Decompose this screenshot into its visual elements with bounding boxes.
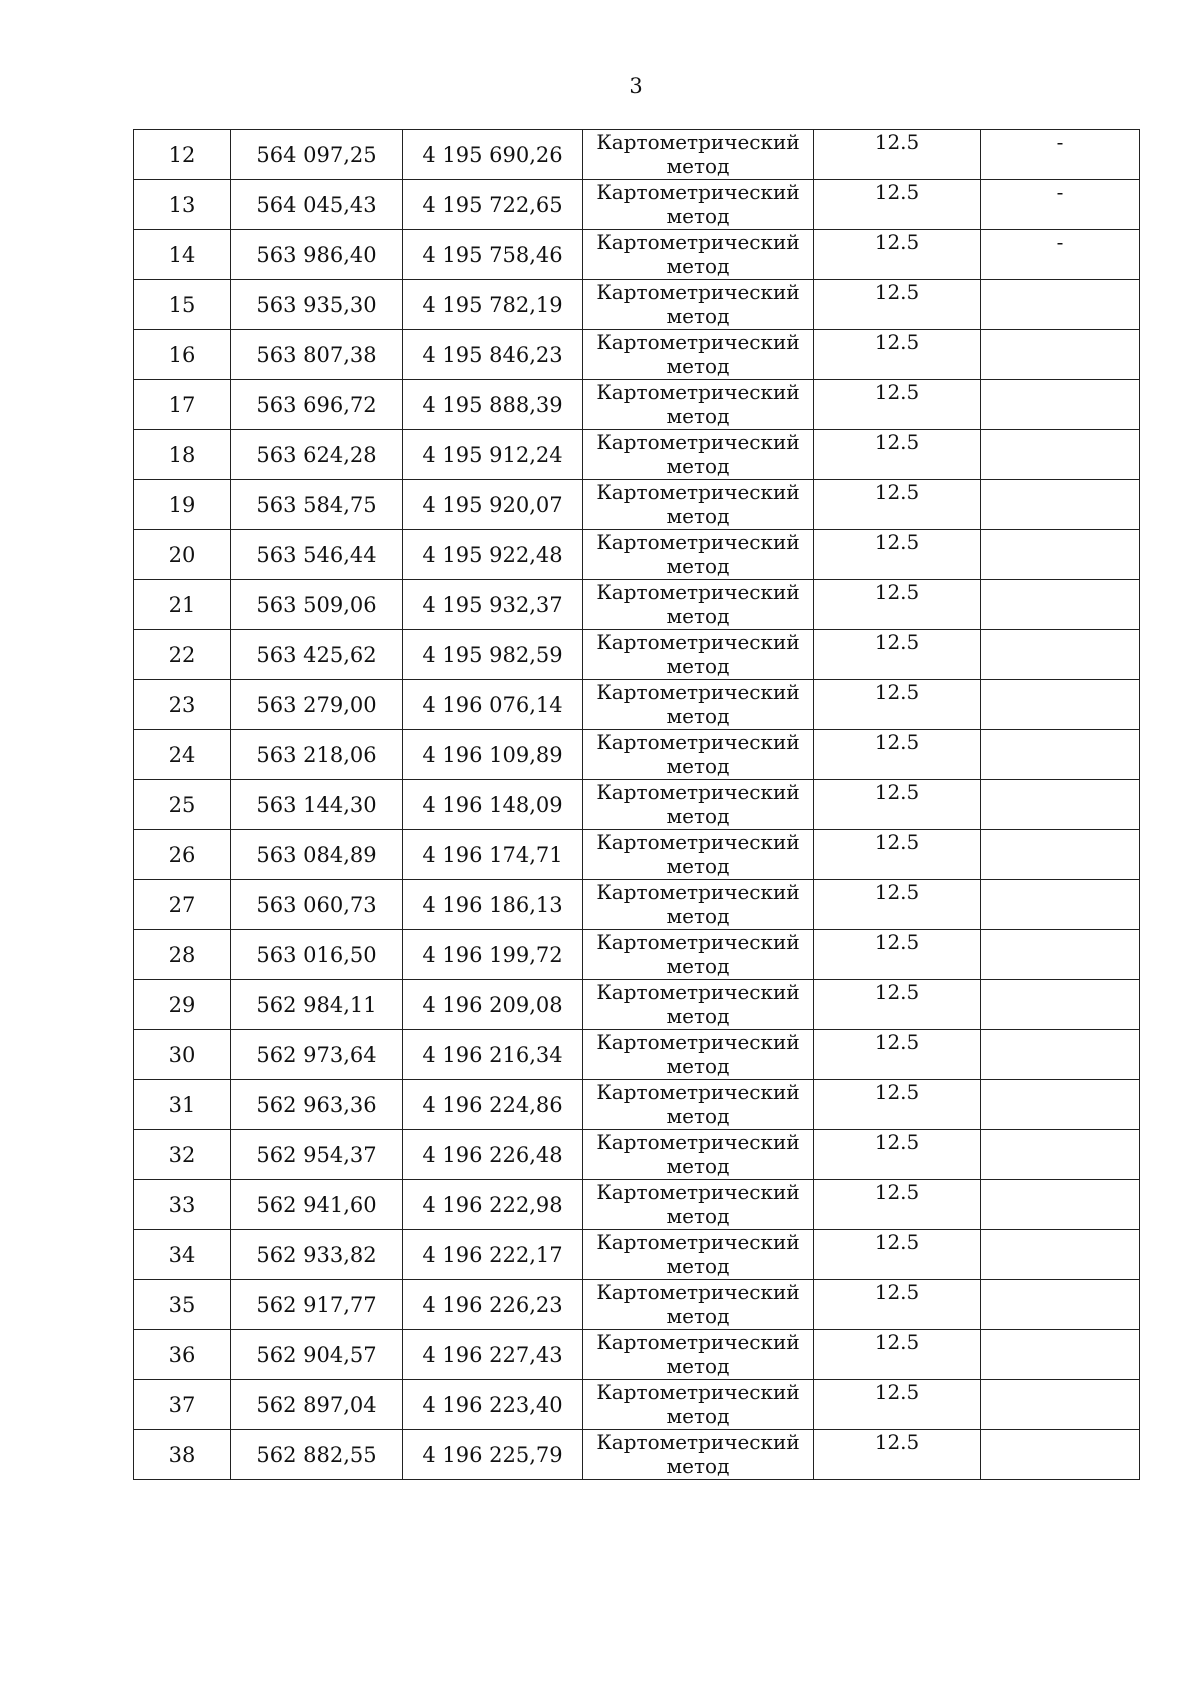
method-cell: [583, 680, 814, 730]
method-line-1: Картометрический: [596, 630, 800, 654]
note-cell: [981, 480, 1140, 530]
method-line-2: метод: [666, 704, 730, 728]
accuracy-cell: 12.5: [814, 1280, 981, 1330]
method-line-2: метод: [666, 1154, 730, 1178]
x-coordinate-cell: 563 425,62: [231, 630, 403, 680]
accuracy-cell: 12.5: [814, 130, 981, 180]
x-coordinate-cell: 563 546,44: [231, 530, 403, 580]
note-cell: [981, 1280, 1140, 1330]
x-coordinate-cell: 562 897,04: [231, 1380, 403, 1430]
point-number-cell: 27: [134, 880, 231, 930]
method-cell: [583, 730, 814, 780]
table-row: [134, 1230, 1140, 1280]
y-coordinate-cell: 4 196 227,43: [403, 1330, 583, 1380]
method-cell: [583, 480, 814, 530]
y-coordinate-cell: 4 196 174,71: [403, 830, 583, 880]
x-coordinate-cell: 564 045,43: [231, 180, 403, 230]
method-line-2: метод: [666, 654, 730, 678]
note-cell: [981, 530, 1140, 580]
point-number-cell: 21: [134, 580, 231, 630]
note-cell: [981, 330, 1140, 380]
method-line-2: метод: [666, 1054, 730, 1078]
x-coordinate-cell: 563 509,06: [231, 580, 403, 630]
table-row: [134, 430, 1140, 480]
method-cell: [583, 1180, 814, 1230]
table-row: [134, 1080, 1140, 1130]
method-cell: [583, 130, 814, 180]
method-line-2: метод: [666, 154, 730, 178]
y-coordinate-cell: 4 196 186,13: [403, 880, 583, 930]
accuracy-cell: 12.5: [814, 730, 981, 780]
method-line-1: Картометрический: [596, 1130, 800, 1154]
x-coordinate-cell: 563 935,30: [231, 280, 403, 330]
y-coordinate-cell: 4 196 225,79: [403, 1430, 583, 1480]
y-coordinate-cell: 4 196 076,14: [403, 680, 583, 730]
accuracy-cell: 12.5: [814, 330, 981, 380]
table-row: [134, 1380, 1140, 1430]
method-line-2: метод: [666, 754, 730, 778]
y-coordinate-cell: 4 196 148,09: [403, 780, 583, 830]
note-cell: [981, 680, 1140, 730]
method-line-2: метод: [666, 954, 730, 978]
y-coordinate-cell: 4 196 223,40: [403, 1380, 583, 1430]
method-cell: [583, 980, 814, 1030]
accuracy-cell: 12.5: [814, 1080, 981, 1130]
method-cell: [583, 580, 814, 630]
method-line-1: Картометрический: [596, 730, 800, 754]
x-coordinate-cell: 563 016,50: [231, 930, 403, 980]
method-line-1: Картометрический: [596, 130, 800, 154]
method-cell: [583, 1430, 814, 1480]
method-line-1: Картометрический: [596, 1180, 800, 1204]
table-row: [134, 780, 1140, 830]
method-line-2: метод: [666, 1254, 730, 1278]
method-line-2: метод: [666, 804, 730, 828]
method-line-2: метод: [666, 1304, 730, 1328]
accuracy-cell: 12.5: [814, 1330, 981, 1380]
y-coordinate-cell: 4 195 920,07: [403, 480, 583, 530]
method-line-1: Картометрический: [596, 1080, 800, 1104]
note-cell: -: [981, 230, 1140, 280]
table-row: [134, 380, 1140, 430]
method-cell: [583, 180, 814, 230]
method-cell: [583, 280, 814, 330]
note-cell: [981, 730, 1140, 780]
page-number: 3: [629, 74, 643, 98]
point-number-cell: 18: [134, 430, 231, 480]
method-line-2: метод: [666, 254, 730, 278]
point-number-cell: 19: [134, 480, 231, 530]
y-coordinate-cell: 4 196 109,89: [403, 730, 583, 780]
method-cell: [583, 1130, 814, 1180]
table-row: [134, 930, 1140, 980]
table-row: [134, 230, 1140, 280]
accuracy-cell: 12.5: [814, 480, 981, 530]
table-row: [134, 580, 1140, 630]
accuracy-cell: 12.5: [814, 280, 981, 330]
method-cell: [583, 330, 814, 380]
point-number-cell: 16: [134, 330, 231, 380]
table-row: [134, 830, 1140, 880]
method-line-1: Картометрический: [596, 380, 800, 404]
x-coordinate-cell: 563 279,00: [231, 680, 403, 730]
y-coordinate-cell: 4 195 982,59: [403, 630, 583, 680]
note-cell: [981, 980, 1140, 1030]
y-coordinate-cell: 4 195 888,39: [403, 380, 583, 430]
note-cell: [981, 580, 1140, 630]
table-row: [134, 980, 1140, 1030]
y-coordinate-cell: 4 195 912,24: [403, 430, 583, 480]
note-cell: [981, 1130, 1140, 1180]
x-coordinate-cell: 562 933,82: [231, 1230, 403, 1280]
x-coordinate-cell: 562 954,37: [231, 1130, 403, 1180]
accuracy-cell: 12.5: [814, 630, 981, 680]
y-coordinate-cell: 4 196 222,98: [403, 1180, 583, 1230]
accuracy-cell: 12.5: [814, 1230, 981, 1280]
point-number-cell: 34: [134, 1230, 231, 1280]
method-line-1: Картометрический: [596, 880, 800, 904]
y-coordinate-cell: 4 195 758,46: [403, 230, 583, 280]
note-cell: [981, 380, 1140, 430]
x-coordinate-cell: 562 904,57: [231, 1330, 403, 1380]
method-line-2: метод: [666, 854, 730, 878]
x-coordinate-cell: 563 986,40: [231, 230, 403, 280]
table-row: [134, 1130, 1140, 1180]
accuracy-cell: 12.5: [814, 530, 981, 580]
method-line-2: метод: [666, 1004, 730, 1028]
note-cell: [981, 1080, 1140, 1130]
method-line-2: метод: [666, 904, 730, 928]
table-row: [134, 730, 1140, 780]
method-line-2: метод: [666, 354, 730, 378]
point-number-cell: 31: [134, 1080, 231, 1130]
point-number-cell: 15: [134, 280, 231, 330]
method-line-1: Картометрический: [596, 1280, 800, 1304]
method-line-1: Картометрический: [596, 1430, 800, 1454]
method-cell: [583, 880, 814, 930]
method-cell: [583, 1230, 814, 1280]
method-line-1: Картометрический: [596, 1030, 800, 1054]
accuracy-cell: 12.5: [814, 580, 981, 630]
x-coordinate-cell: 563 624,28: [231, 430, 403, 480]
x-coordinate-cell: 563 084,89: [231, 830, 403, 880]
method-line-1: Картометрический: [596, 530, 800, 554]
y-coordinate-cell: 4 196 222,17: [403, 1230, 583, 1280]
note-cell: [981, 430, 1140, 480]
method-line-2: метод: [666, 604, 730, 628]
note-cell: [981, 930, 1140, 980]
y-coordinate-cell: 4 196 209,08: [403, 980, 583, 1030]
note-cell: [981, 830, 1140, 880]
table-row: [134, 130, 1140, 180]
x-coordinate-cell: 562 984,11: [231, 980, 403, 1030]
y-coordinate-cell: 4 195 932,37: [403, 580, 583, 630]
method-line-1: Картометрический: [596, 1330, 800, 1354]
y-coordinate-cell: 4 196 226,48: [403, 1130, 583, 1180]
table-row: [134, 680, 1140, 730]
note-cell: [981, 280, 1140, 330]
method-line-2: метод: [666, 1454, 730, 1478]
method-line-2: метод: [666, 1354, 730, 1378]
point-number-cell: 29: [134, 980, 231, 1030]
x-coordinate-cell: 563 218,06: [231, 730, 403, 780]
method-line-1: Картометрический: [596, 180, 800, 204]
method-cell: [583, 630, 814, 680]
point-number-cell: 22: [134, 630, 231, 680]
x-coordinate-cell: 562 963,36: [231, 1080, 403, 1130]
coordinates-table-body: [134, 130, 1140, 1480]
accuracy-cell: 12.5: [814, 1030, 981, 1080]
table-row: [134, 1430, 1140, 1480]
note-cell: [981, 1330, 1140, 1380]
x-coordinate-cell: 563 060,73: [231, 880, 403, 930]
method-cell: [583, 780, 814, 830]
method-line-2: метод: [666, 1204, 730, 1228]
method-line-2: метод: [666, 504, 730, 528]
accuracy-cell: 12.5: [814, 430, 981, 480]
note-cell: [981, 1380, 1140, 1430]
y-coordinate-cell: 4 196 224,86: [403, 1080, 583, 1130]
accuracy-cell: 12.5: [814, 930, 981, 980]
x-coordinate-cell: 562 941,60: [231, 1180, 403, 1230]
point-number-cell: 17: [134, 380, 231, 430]
y-coordinate-cell: 4 195 690,26: [403, 130, 583, 180]
point-number-cell: 37: [134, 1380, 231, 1430]
method-line-2: метод: [666, 204, 730, 228]
accuracy-cell: 12.5: [814, 980, 981, 1030]
y-coordinate-cell: 4 196 199,72: [403, 930, 583, 980]
method-line-1: Картометрический: [596, 430, 800, 454]
x-coordinate-cell: 563 144,30: [231, 780, 403, 830]
table-row: [134, 880, 1140, 930]
method-cell: [583, 1030, 814, 1080]
method-line-1: Картометрический: [596, 930, 800, 954]
table-row: [134, 330, 1140, 380]
point-number-cell: 28: [134, 930, 231, 980]
point-number-cell: 33: [134, 1180, 231, 1230]
method-line-1: Картометрический: [596, 780, 800, 804]
table-row: [134, 1330, 1140, 1380]
x-coordinate-cell: 563 584,75: [231, 480, 403, 530]
y-coordinate-cell: 4 196 216,34: [403, 1030, 583, 1080]
method-line-1: Картометрический: [596, 480, 800, 504]
method-line-2: метод: [666, 304, 730, 328]
method-cell: [583, 1280, 814, 1330]
y-coordinate-cell: 4 195 782,19: [403, 280, 583, 330]
method-line-1: Картометрический: [596, 1230, 800, 1254]
note-cell: -: [981, 130, 1140, 180]
accuracy-cell: 12.5: [814, 1380, 981, 1430]
point-number-cell: 14: [134, 230, 231, 280]
method-line-2: метод: [666, 404, 730, 428]
accuracy-cell: 12.5: [814, 1130, 981, 1180]
point-number-cell: 13: [134, 180, 231, 230]
x-coordinate-cell: 564 097,25: [231, 130, 403, 180]
note-cell: [981, 1180, 1140, 1230]
note-cell: [981, 1030, 1140, 1080]
note-cell: [981, 1230, 1140, 1280]
method-line-1: Картометрический: [596, 830, 800, 854]
accuracy-cell: 12.5: [814, 680, 981, 730]
x-coordinate-cell: 562 882,55: [231, 1430, 403, 1480]
method-line-1: Картометрический: [596, 980, 800, 1004]
method-cell: [583, 380, 814, 430]
point-number-cell: 23: [134, 680, 231, 730]
y-coordinate-cell: 4 195 922,48: [403, 530, 583, 580]
method-line-2: метод: [666, 554, 730, 578]
coordinates-table: [133, 129, 1140, 1480]
method-cell: [583, 530, 814, 580]
method-cell: [583, 1380, 814, 1430]
note-cell: [981, 780, 1140, 830]
point-number-cell: 38: [134, 1430, 231, 1480]
table-row: [134, 1030, 1140, 1080]
point-number-cell: 32: [134, 1130, 231, 1180]
method-cell: [583, 1080, 814, 1130]
method-cell: [583, 930, 814, 980]
table-row: [134, 1180, 1140, 1230]
point-number-cell: 30: [134, 1030, 231, 1080]
method-line-2: метод: [666, 454, 730, 478]
point-number-cell: 25: [134, 780, 231, 830]
note-cell: [981, 1430, 1140, 1480]
table-row: [134, 180, 1140, 230]
note-cell: [981, 630, 1140, 680]
accuracy-cell: 12.5: [814, 780, 981, 830]
accuracy-cell: 12.5: [814, 230, 981, 280]
accuracy-cell: 12.5: [814, 380, 981, 430]
accuracy-cell: 12.5: [814, 880, 981, 930]
method-line-1: Картометрический: [596, 680, 800, 704]
table-row: [134, 280, 1140, 330]
method-cell: [583, 830, 814, 880]
point-number-cell: 26: [134, 830, 231, 880]
point-number-cell: 20: [134, 530, 231, 580]
table-row: [134, 1280, 1140, 1330]
table-row: [134, 630, 1140, 680]
x-coordinate-cell: 562 973,64: [231, 1030, 403, 1080]
x-coordinate-cell: 563 696,72: [231, 380, 403, 430]
point-number-cell: 36: [134, 1330, 231, 1380]
method-line-1: Картометрический: [596, 280, 800, 304]
note-cell: -: [981, 180, 1140, 230]
accuracy-cell: 12.5: [814, 830, 981, 880]
y-coordinate-cell: 4 195 722,65: [403, 180, 583, 230]
method-line-1: Картометрический: [596, 330, 800, 354]
point-number-cell: 12: [134, 130, 231, 180]
point-number-cell: 35: [134, 1280, 231, 1330]
method-line-1: Картометрический: [596, 1380, 800, 1404]
y-coordinate-cell: 4 195 846,23: [403, 330, 583, 380]
accuracy-cell: 12.5: [814, 180, 981, 230]
accuracy-cell: 12.5: [814, 1430, 981, 1480]
method-line-2: метод: [666, 1404, 730, 1428]
y-coordinate-cell: 4 196 226,23: [403, 1280, 583, 1330]
method-line-2: метод: [666, 1104, 730, 1128]
table-row: [134, 480, 1140, 530]
method-cell: [583, 230, 814, 280]
method-cell: [583, 1330, 814, 1380]
note-cell: [981, 880, 1140, 930]
point-number-cell: 24: [134, 730, 231, 780]
method-line-1: Картометрический: [596, 230, 800, 254]
x-coordinate-cell: 562 917,77: [231, 1280, 403, 1330]
table-row: [134, 530, 1140, 580]
x-coordinate-cell: 563 807,38: [231, 330, 403, 380]
method-cell: [583, 430, 814, 480]
accuracy-cell: 12.5: [814, 1180, 981, 1230]
method-line-1: Картометрический: [596, 580, 800, 604]
